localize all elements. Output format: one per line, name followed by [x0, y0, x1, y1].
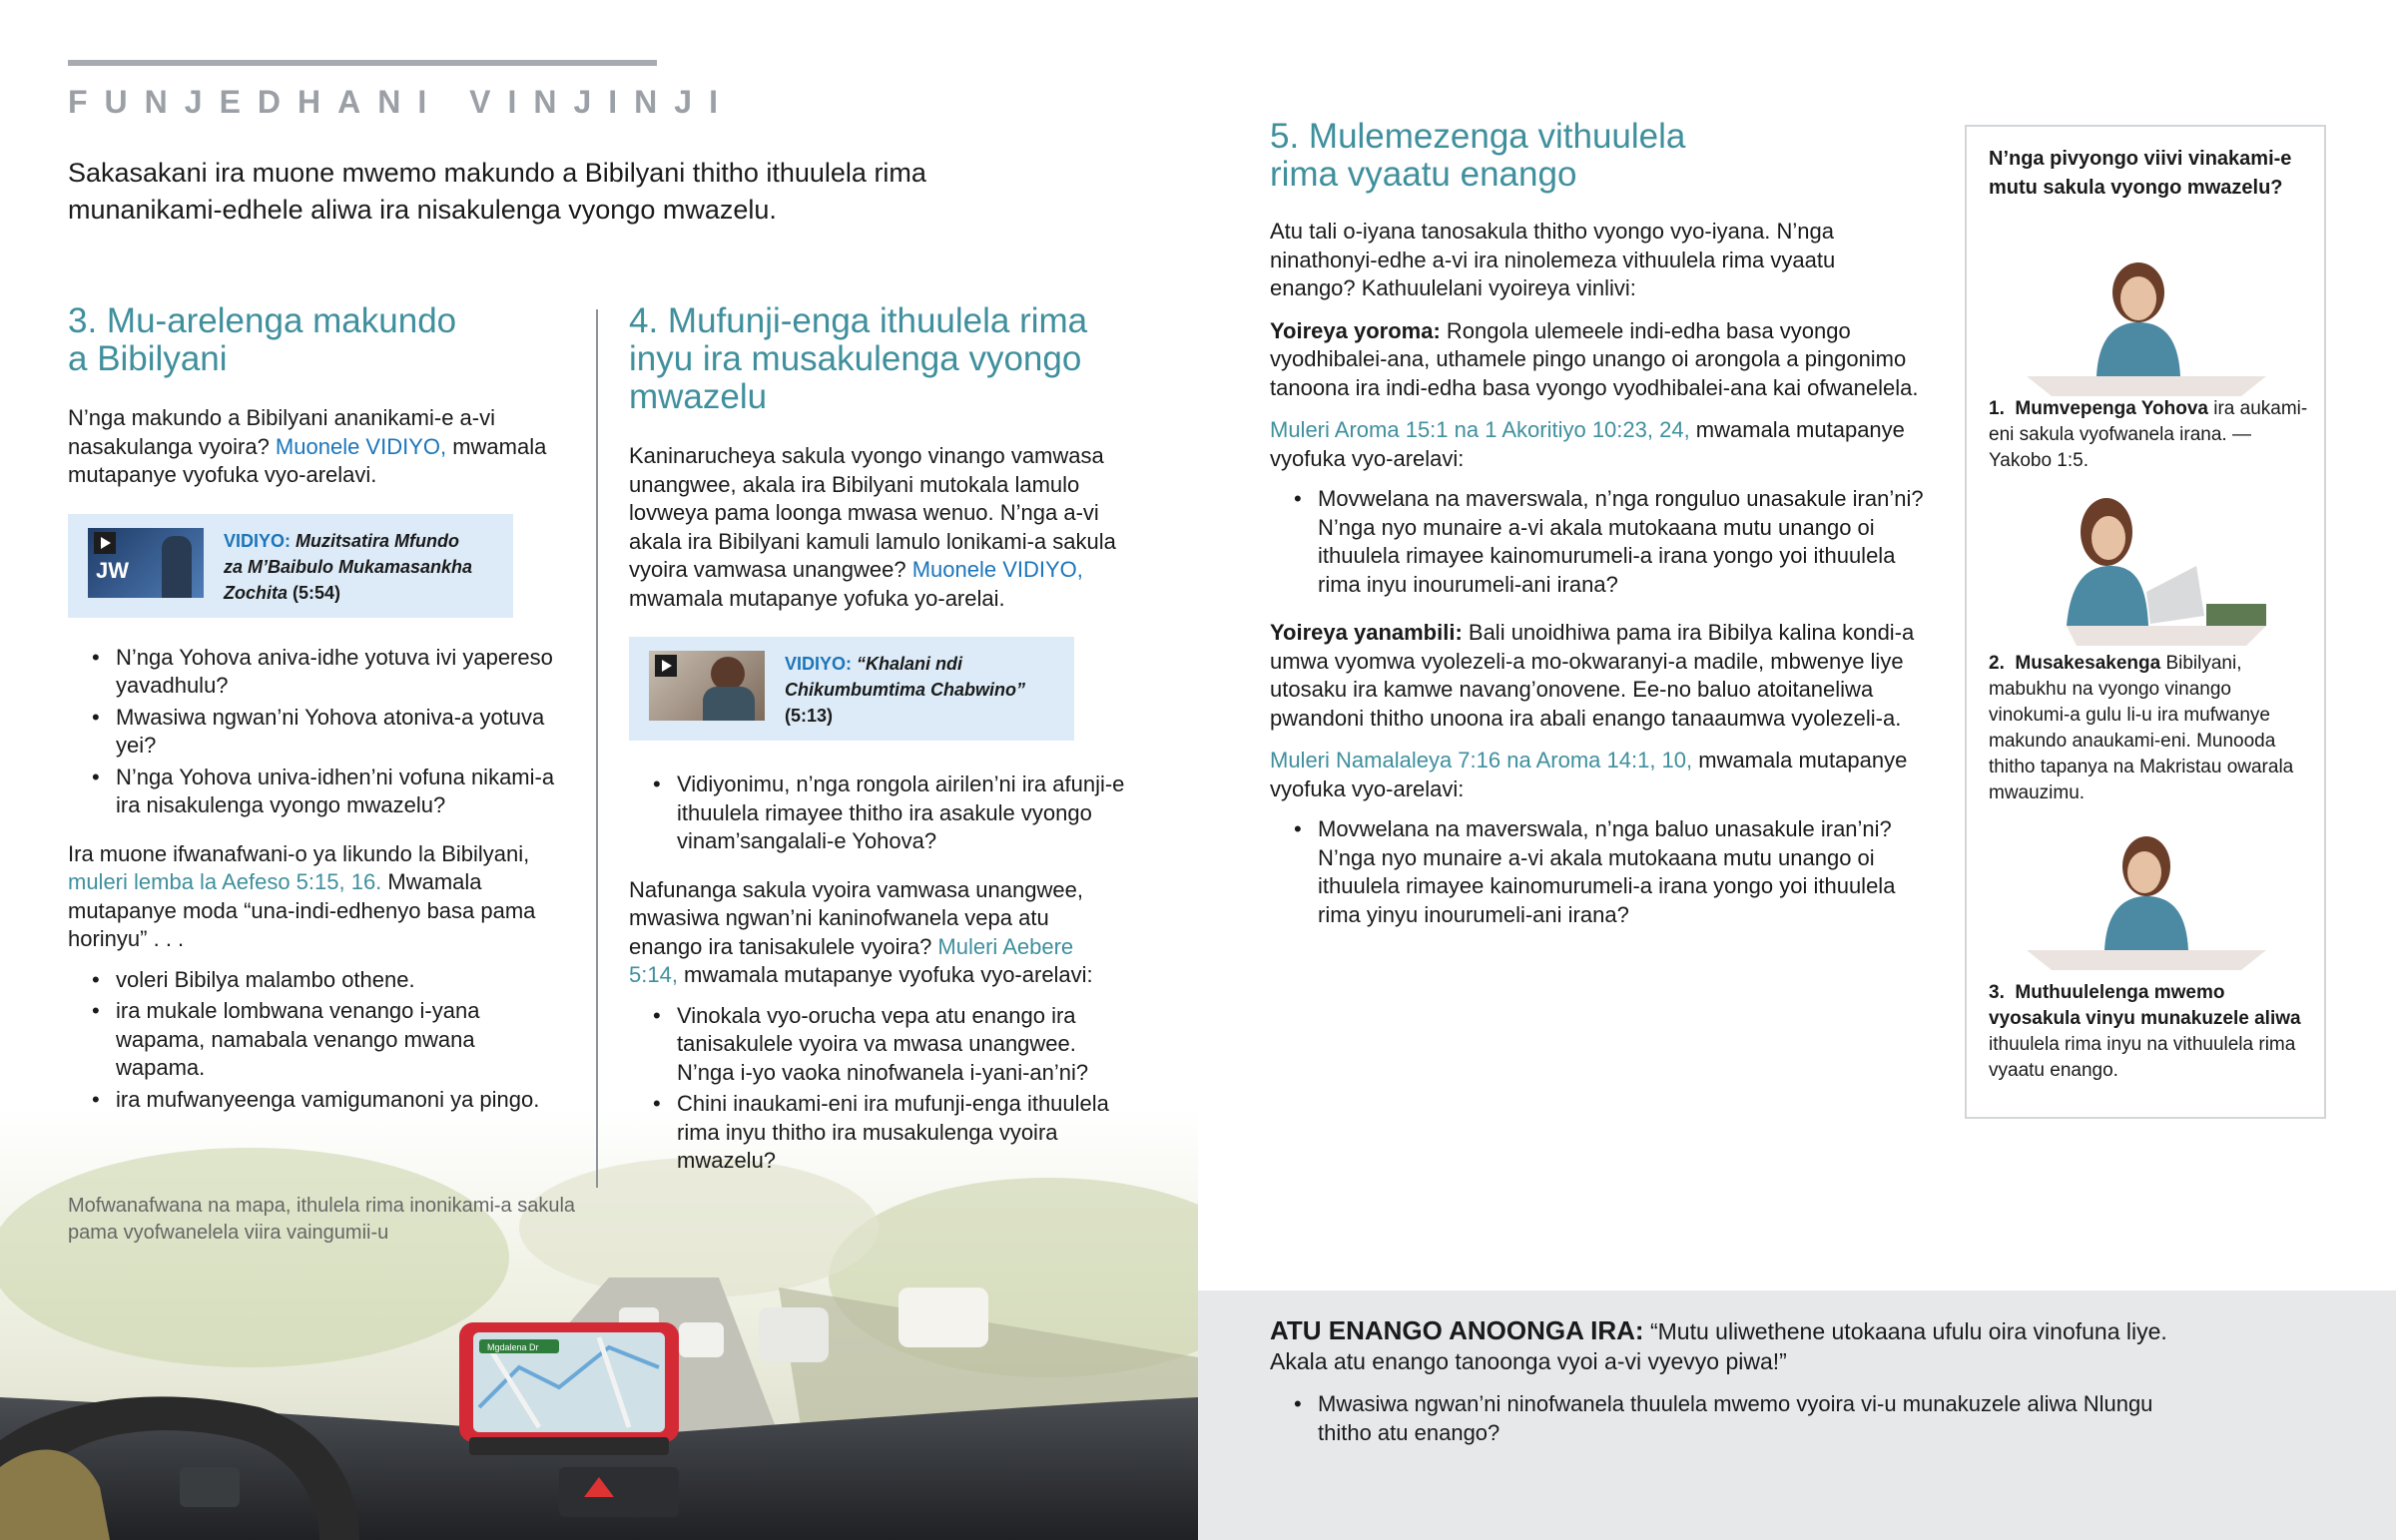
- example-1-label: Yoireya yoroma:: [1270, 317, 1441, 343]
- item-text: ira aukami-eni sakula vyofwanela irana. —Yakobo 1:5.: [1989, 398, 2308, 471]
- section-3-title: [68, 302, 567, 378]
- section-4: [629, 302, 1126, 1179]
- person-figure: [711, 657, 745, 691]
- video-title: “Khalani ndi Chikumbumtima Chabwino”: [785, 654, 1026, 700]
- section-5: [1270, 118, 1929, 932]
- video-card-2-text: [785, 651, 1044, 729]
- footer-content: [1270, 1315, 2168, 1450]
- section-3: [68, 302, 567, 1117]
- section-5-title-line1: 5. Mulemezenga vithuulela: [1270, 117, 1686, 156]
- sidebar-item-1: [1989, 396, 2308, 474]
- video-label: VIDIYO:: [785, 654, 853, 674]
- section-3-para-2-text-b: Mwamala mutapanye moda “una-indi-edhenyo basa pama horinyu” . . .: [68, 869, 536, 951]
- sidebar-item-2: [1989, 651, 2308, 806]
- example-1-questions: [1270, 485, 1929, 599]
- footer-label: ATU ENANGO ANOONGA IRA:: [1270, 1315, 1644, 1345]
- video-title: Muzitsatira Mfundo za M’Baibulo Mukamasankha Zochita: [224, 530, 473, 603]
- scripture-link[interactable]: Muleri Namalaleya 7:16 na Aroma 14:1, 10,: [1270, 748, 1693, 772]
- list-item: • ira mukale lombwana venango i-yana wapama, namabala venango mwana wapama.: [68, 997, 567, 1083]
- list-item: • Chini inaukami-eni ira mufunji-enga ithuulela rima inyu thitho ira musakulenga vyoira mwazelu?: [629, 1090, 1126, 1176]
- section-4-para-1-text-a: Kaninarucheya sakula vyongo vinango vamwasa unangwee, akala ira Bibilyani mutokala lamulo lovweya pama loonga mwasa wenuo. N’nga a-vi akala ira Bibilyani kamuli lamulo lonikami-a sakula vyoira vamwasa unangwee?: [629, 443, 1116, 582]
- example-2-reading-text: mwamala mutapanye vyofuka vyo-arelavi:: [1270, 748, 1908, 801]
- play-icon: [94, 532, 116, 554]
- example-1-text: Rongola ulemeele indi-edha basa vyongo vyodhibalei-ana, uthamele pingo unango oi arongola a pingonimo tanoona ira indi-edha basa vyongo vyodhibalei-ana kai ofwanelela.: [1270, 317, 1919, 400]
- section-3-para-1-text-b: mwamala mutapanye vyofuka vyo-arelavi.: [68, 433, 547, 487]
- person-figure-body: [703, 687, 755, 721]
- section-3-video-link[interactable]: Muonele VIDIYO,: [275, 433, 447, 459]
- list-item: • Vinokala vyo-orucha vepa atu enango ira tanisakulele vyoira va mwasa unangwee. N’nga i-yo vaoka ninofwanela i-yani-an’ni?: [629, 1002, 1126, 1088]
- header-rule: [68, 60, 657, 66]
- section-3-para-1: [68, 404, 567, 490]
- list-item: • Movwelana na maverswala, n’nga baluo unasakule iran’ni? N’nga nyo munaire a-vi akala mutokaana mutu unango oi ithuulela rimayee kainomurumeli-a irana yongo yoi ithuulela rima yinyu inourumeli-ani irana?: [1270, 815, 1929, 929]
- section-4-title-line3: mwazelu: [629, 377, 768, 416]
- video-thumbnail-1[interactable]: [88, 528, 204, 598]
- scripture-link[interactable]: muleri lemba la Aefeso 5:15, 16.: [68, 869, 382, 894]
- example-2-questions: [1270, 815, 1929, 929]
- example-1-reading: [1270, 416, 1929, 473]
- section-eyebrow: FUNJEDHANI VINJINJI: [68, 84, 735, 120]
- section-3-list-2: [68, 966, 567, 1115]
- section-3-title-line2: a Bibilyani: [68, 339, 228, 378]
- section-5-title: [1270, 118, 1929, 194]
- intro-text: Sakasakani ira muone mwemo makundo a Bibilyani thitho ithuulela rima munanikami-edhele aliwa ira nisakulenga vyongo mwazelu.: [68, 158, 926, 225]
- item-number: 2.: [1989, 653, 2005, 674]
- section-4-title: [629, 302, 1126, 416]
- video-label: VIDIYO:: [224, 530, 292, 551]
- example-1-reading-text: mwamala mutapanye vyofuka vyo-arelavi:: [1270, 417, 1905, 471]
- example-1: [1270, 317, 1929, 403]
- item-bold: Mumvepenga Yohova: [2015, 398, 2208, 419]
- video-card-1[interactable]: [68, 514, 513, 618]
- section-4-para-2-text-b: mwamala mutapanye vyofuka vyo-arelavi:: [677, 962, 1093, 987]
- item-bold: Musakesakenga: [2015, 653, 2161, 674]
- section-5-para-1: Atu tali o-iyana tanosakula thitho vyongo vyo-iyana. N’nga ninathonyi-edhe a-vi ira ninolemeza vithuulela rima vyaatu enango? Kathuulelani vyoireya vinlivi:: [1270, 219, 1836, 300]
- speaker-figure: [162, 536, 192, 598]
- jw-logo: JW: [96, 557, 129, 583]
- section-5-title-line2: rima vyaatu enango: [1270, 155, 1577, 194]
- sidebar-heading: N’nga pivyongo viivi vinakami-e mutu sakula vyongo mwazelu?: [1989, 148, 2292, 199]
- section-4-para-1-text-b: mwamala mutapanye yofuka yo-arelai.: [629, 585, 1005, 611]
- sidebar-box: [1965, 125, 2326, 1119]
- section-4-video-link[interactable]: Muonele VIDIYO,: [911, 557, 1083, 582]
- section-4-title-line1: 4. Mufunji-enga ithuulela rima: [629, 301, 1088, 340]
- list-item: • ira mufwanyeenga vamigumanoni ya pingo.: [68, 1086, 567, 1115]
- gps-street-label: Mgdalena Dr: [487, 1342, 539, 1352]
- example-2-reading: [1270, 747, 1929, 803]
- item-text: ithuulela rima inyu na vithuulela rima vyaatu enango.: [1989, 1034, 2296, 1081]
- section-4-questions: [629, 770, 1126, 856]
- list-item: • Vidiyonimu, n’nga rongola airilen’ni ira afunji-e ithuulela rimayee thitho ira asakule vyongo vinam’sangalali-e Yohova?: [629, 770, 1126, 856]
- example-2-label: Yoireya yanambili:: [1270, 620, 1463, 645]
- item-number: 1.: [1989, 398, 2005, 419]
- example-2: [1270, 619, 1929, 733]
- section-4-title-line2: inyu ira musakulenga vyongo: [629, 339, 1082, 378]
- section-4-questions-2: [629, 1002, 1126, 1176]
- item-text: Bibilyani, mabukhu na vyongo vinango vinokumi-a gulu li-u ira mufwanye makundo anaukami-eni. Munooda thitho tapanya na Makristau owarala mwauzimu.: [1989, 653, 2294, 803]
- scripture-link[interactable]: Muleri Aebere 5:14,: [629, 933, 1074, 987]
- list-item: • Mwasiwa ngwan’ni ninofwanela thuulela mwemo vyoira vi-u munakuzele aliwa Nlungu thitho atu enango?: [1270, 1390, 2168, 1447]
- illustration-caption: Mofwanafwana na mapa, ithulela rima inonikami-a sakula pama vyofwanelela viira vaingumii-u: [68, 1195, 576, 1244]
- item-bold: Muthuulelenga mwemo vyosakula vinyu munakuzele aliwa: [1989, 982, 2301, 1029]
- footer-quote: [1270, 1315, 2168, 1376]
- video-thumbnail-2[interactable]: [649, 651, 765, 721]
- example-2-text: Bali unoidhiwa pama ira Bibilya kalina kondi-a umwa vyomwa vyolezeli-a mo-okwaranyi-a madile, mbwenye liye utosaku ira kamwe navang’onovene. Ee-no baluo atoitaneliwa pwandoni thitho unoona ira abali enango tanaaumwa vyolezeli-a.: [1270, 620, 1915, 731]
- sidebar-item-3: [1989, 980, 2308, 1084]
- scripture-link[interactable]: Muleri Aroma 15:1 na 1 Akoritiyo 10:23, 24,: [1270, 417, 1690, 442]
- list-item: • voleri Bibilya malambo othene.: [68, 966, 567, 995]
- video-duration: (5:54): [293, 582, 341, 603]
- section-3-para-2: [68, 840, 567, 954]
- list-item: • N’nga Yohova aniva-idhe yotuva ivi yapereso yavadhulu?: [68, 644, 567, 701]
- list-item: • Movwelana na maverswala, n’nga ronguluo unasakule iran’ni? N’nga nyo munaire a-vi akala mutokaana mutu unango oi ithuulela rimayee kainomurumeli-a irana yongo yoi ithuulela rima inyu inourumeli-ani irana?: [1270, 485, 1929, 599]
- column-divider: [596, 309, 598, 1188]
- section-3-questions: [68, 644, 567, 820]
- section-4-para-1: [629, 442, 1126, 613]
- list-item: • N’nga Yohova univa-idhen’ni vofuna nikami-a ira nisakulenga vyongo mwazelu?: [68, 764, 567, 820]
- list-item: • Mwasiwa ngwan’ni Yohova atoniva-a yotuva yei?: [68, 704, 567, 761]
- section-3-title-line1: 3. Mu-arelenga makundo: [68, 301, 457, 340]
- video-card-1-text: [224, 528, 473, 606]
- section-3-para-2-text-a: Ira muone ifwanafwani-o ya likundo la Bibilyani,: [68, 840, 530, 866]
- video-duration: (5:13): [785, 706, 834, 726]
- play-icon: [655, 655, 677, 677]
- section-3-para-1-text-a: N’nga makundo a Bibilyani ananikami-e a-vi nasakulanga vyoira?: [68, 405, 496, 459]
- video-card-2[interactable]: [629, 637, 1074, 741]
- section-4-para-2-text-a: Nafunanga sakula vyoira vamwasa unangwee, mwasiwa ngwan’ni kaninofwanela vepa atu enango ira tanisakulele vyoira?: [629, 876, 1083, 959]
- footer-quote-text: “Mutu uliwethene utokaana ufulu oira vinofuna liye. Akala atu enango tanoonga vyoi a-vi vyevyo piwa!”: [1270, 1318, 2167, 1374]
- footer-questions: [1270, 1390, 2168, 1447]
- section-4-para-2: [629, 876, 1126, 990]
- item-number: 3.: [1989, 982, 2005, 1003]
